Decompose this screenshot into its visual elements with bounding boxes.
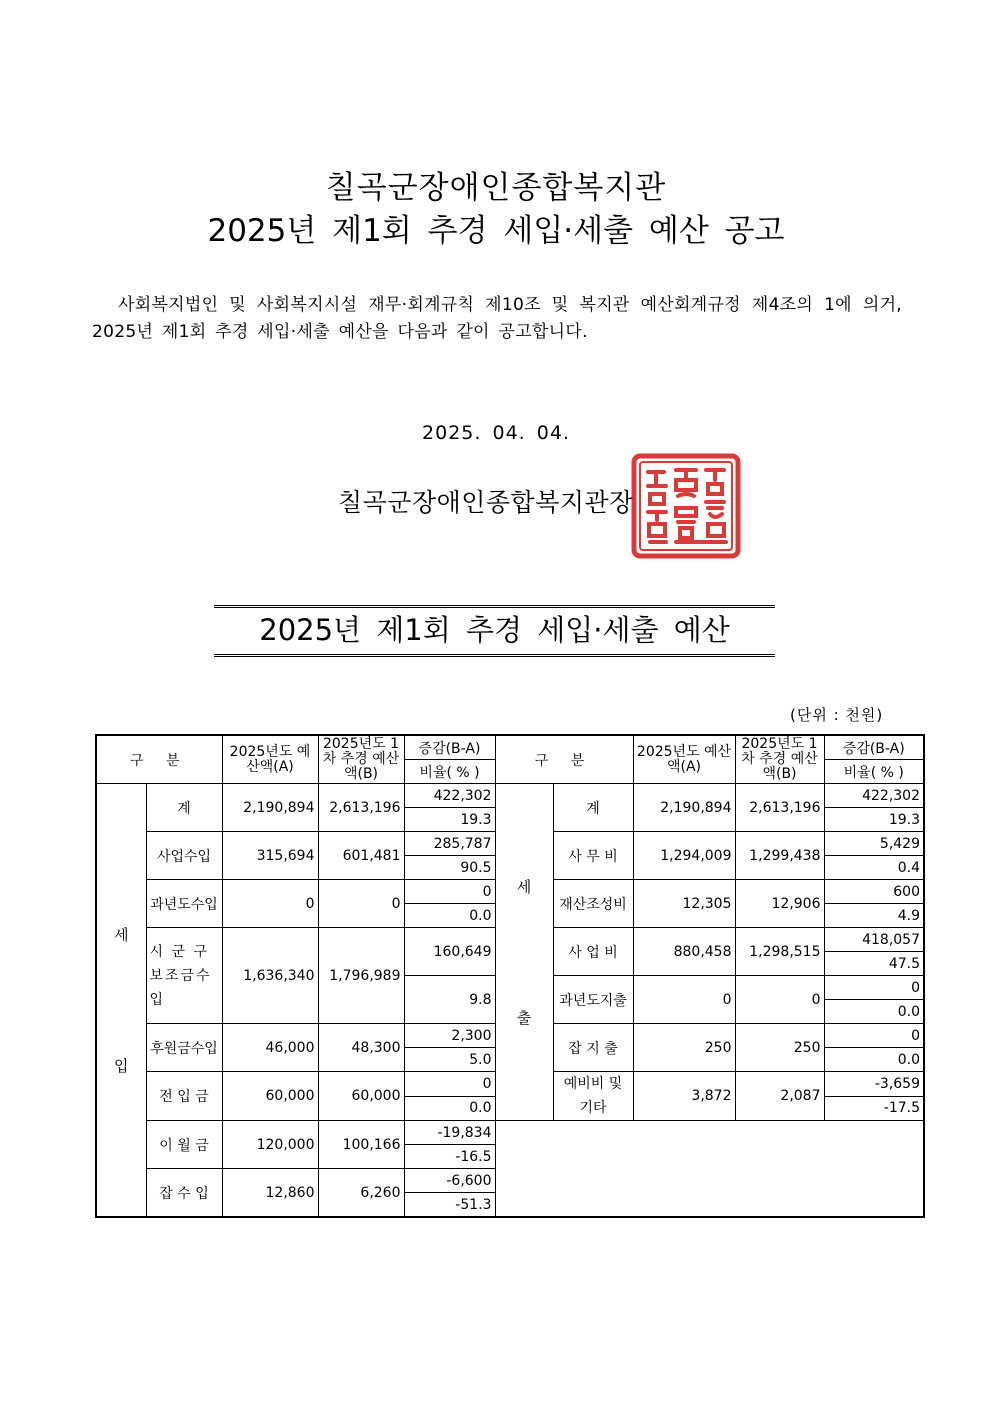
- expense-empty-area: [495, 1121, 924, 1218]
- header-budget-b-expense: 2025년도 1차 추경 예산액(B): [735, 735, 824, 784]
- header-budget-a-revenue: 2025년도 예산액(A): [222, 735, 318, 784]
- budget-table-container: [95, 734, 923, 1242]
- expense-row-b: 250: [735, 1024, 824, 1072]
- expense-row-a: 3,872: [633, 1072, 735, 1121]
- header-budget-b-revenue: 2025년도 1차 추경 예산액(B): [318, 735, 404, 784]
- expense-row-label: 예비비 및 기타: [553, 1072, 633, 1121]
- header-ratio-expense: 비율( % ): [824, 760, 924, 784]
- expense-row-label: 계: [553, 784, 633, 832]
- revenue-row-change: 422,302: [404, 784, 495, 808]
- expense-row-b: 1,299,438: [735, 832, 824, 880]
- expense-row-ratio: -17.5: [824, 1096, 924, 1121]
- revenue-row-a: 0: [222, 880, 318, 928]
- revenue-row-b: 0: [318, 880, 404, 928]
- revenue-row-a: 120,000: [222, 1121, 318, 1169]
- signatory-name: 칠곡군장애인종합복지관장: [338, 488, 634, 517]
- revenue-row-a: 315,694: [222, 832, 318, 880]
- expense-row-ratio: 4.9: [824, 904, 924, 928]
- expense-row-change: 0: [824, 1024, 924, 1048]
- revenue-row-a: 12,860: [222, 1169, 318, 1218]
- revenue-row-ratio: 90.5: [404, 856, 495, 880]
- expense-row-b: 1,298,515: [735, 928, 824, 976]
- expense-row-a: 880,458: [633, 928, 735, 976]
- revenue-side-label: 세 입: [96, 784, 146, 1218]
- revenue-row-label: 후원금수입: [146, 1024, 222, 1072]
- table-row: [96, 1121, 924, 1145]
- expense-row-a: 250: [633, 1024, 735, 1072]
- revenue-row-change: -19,834: [404, 1121, 495, 1145]
- revenue-row-ratio: 19.3: [404, 808, 495, 832]
- expense-row-ratio: 0.0: [824, 1000, 924, 1024]
- revenue-row-b: 60,000: [318, 1072, 404, 1121]
- expense-row-change: 418,057: [824, 928, 924, 952]
- header-change-expense: 증감(B-A): [824, 735, 924, 760]
- revenue-row-ratio: 5.0: [404, 1048, 495, 1072]
- revenue-row-change: 285,787: [404, 832, 495, 856]
- revenue-row-a: 1,636,340: [222, 928, 318, 1024]
- expense-row-label: 잡 지 출: [553, 1024, 633, 1072]
- revenue-row-change: 0: [404, 880, 495, 904]
- revenue-row-label: 사업수입: [146, 832, 222, 880]
- revenue-row-b: 100,166: [318, 1121, 404, 1169]
- header-category-expense: 구 분: [495, 735, 633, 784]
- expense-row-b: 2,613,196: [735, 784, 824, 832]
- revenue-row-label: 계: [146, 784, 222, 832]
- expense-row-change: 0: [824, 976, 924, 1000]
- header-row: [96, 735, 924, 760]
- revenue-row-b: 6,260: [318, 1169, 404, 1218]
- revenue-row-change: 2,300: [404, 1024, 495, 1048]
- revenue-row-change: 0: [404, 1072, 495, 1097]
- notice-body: 사회복지법인 및 사회복지시설 재무·회계규칙 제10조 및 복지관 예산회계규정 제4조의 1에 의거, 2025년 제1회 추경 세입·세출 예산을 다음과 같이 공고합니다.: [92, 295, 902, 342]
- budget-table: [95, 734, 925, 1218]
- expense-row-a: 2,190,894: [633, 784, 735, 832]
- expense-row-b: 0: [735, 976, 824, 1024]
- revenue-row-b: 2,613,196: [318, 784, 404, 832]
- revenue-row-label: 잡 수 입: [146, 1169, 222, 1218]
- revenue-row-b: 1,796,989: [318, 928, 404, 1024]
- header-category-revenue: 구 분: [96, 735, 222, 784]
- expense-row-ratio: 0.0: [824, 1048, 924, 1072]
- expense-row-a: 1,294,009: [633, 832, 735, 880]
- revenue-row-a: 46,000: [222, 1024, 318, 1072]
- expense-row-label: 사 무 비: [553, 832, 633, 880]
- revenue-row-b: 601,481: [318, 832, 404, 880]
- expense-row-ratio: 0.4: [824, 856, 924, 880]
- expense-row-label: 과년도지출: [553, 976, 633, 1024]
- revenue-row-ratio: 0.0: [404, 1096, 495, 1121]
- revenue-row-ratio: 9.8: [404, 976, 495, 1024]
- revenue-row-a: 60,000: [222, 1072, 318, 1121]
- revenue-row-ratio: 0.0: [404, 904, 495, 928]
- revenue-row-ratio: -16.5: [404, 1145, 495, 1169]
- unit-label: (단위 : 천원): [790, 706, 884, 724]
- header-change-revenue: 증감(B-A): [404, 735, 495, 760]
- expense-row-change: -3,659: [824, 1072, 924, 1097]
- expense-row-ratio: 47.5: [824, 952, 924, 976]
- official-seal: [630, 452, 742, 560]
- org-title: 칠곡군장애인종합복지관: [325, 170, 667, 206]
- revenue-row-a: 2,190,894: [222, 784, 318, 832]
- expense-row-change: 600: [824, 880, 924, 904]
- notice-title: 2025년 제1회 추경 세입·세출 예산 공고: [207, 213, 785, 249]
- revenue-row-label: 이 월 금: [146, 1121, 222, 1169]
- revenue-row-label: 시 군 구 보조금수입: [146, 928, 222, 1024]
- expense-side-label: 세 출: [495, 784, 553, 1121]
- revenue-row-change: -6,600: [404, 1169, 495, 1193]
- revenue-row-b: 48,300: [318, 1024, 404, 1072]
- expense-row-b: 12,906: [735, 880, 824, 928]
- notice-date: 2025. 04. 04.: [422, 422, 570, 444]
- revenue-row-ratio: -51.3: [404, 1193, 495, 1218]
- table-title: 2025년 제1회 추경 세입·세출 예산: [214, 605, 775, 657]
- revenue-row-change: 160,649: [404, 928, 495, 976]
- header-ratio-revenue: 비율( % ): [404, 760, 495, 784]
- revenue-row-label: 과년도수입: [146, 880, 222, 928]
- expense-row-change: 422,302: [824, 784, 924, 808]
- header-budget-a-expense: 2025년도 예산액(A): [633, 735, 735, 784]
- expense-row-ratio: 19.3: [824, 808, 924, 832]
- expense-row-label: 사 업 비: [553, 928, 633, 976]
- expense-row-b: 2,087: [735, 1072, 824, 1121]
- table-row: [96, 784, 924, 808]
- expense-row-a: 12,305: [633, 880, 735, 928]
- expense-row-label: 재산조성비: [553, 880, 633, 928]
- revenue-row-label: 전 입 금: [146, 1072, 222, 1121]
- expense-row-change: 5,429: [824, 832, 924, 856]
- expense-row-a: 0: [633, 976, 735, 1024]
